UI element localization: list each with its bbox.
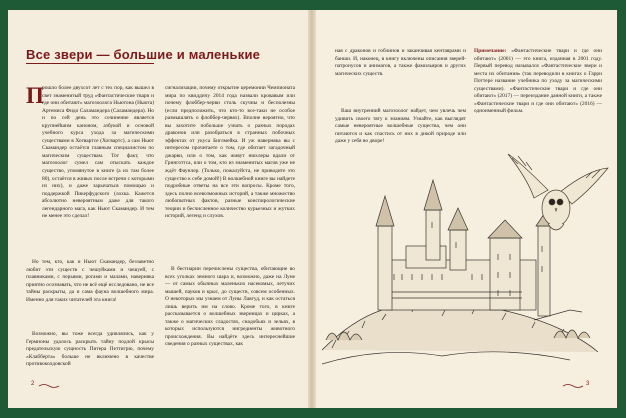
page-ornament-right (562, 383, 584, 389)
page-number-right: 3 (586, 381, 590, 387)
page-number-left: 2 (31, 381, 35, 387)
left-col2-para-1: сигнализации, почему открытие церемонии Чемпионата мира по квиддичу 2014 года назвали кровавым или почему флоббер-черви столь скучны и бесполезны (если предположить, что кто-то все-таки не особое размышлять о флоббер-червях). Вполне вероятно, что вы захотите побольше узнать о разных породах драконов или разобраться в странных побочных эффектах от укуса Биглмейка. И уж наверняка вы с интересом прочитаете о том, где обитает загадочный джарви, или о том, как живут нюхлеры вдали от Гринготтса, или о том, кто из знаменитых магов уже не ждёт Фаунлер. (Только, пожалуйста, не приводите это существо к себе домой!) В волшебной книге вы найдете подробные ответы на все эти вопросы. Кроме того, здесь полно всевозможных историй, а также множество любопытных фактов, разные конспирологические теории и бесчисленное количество курьезных и жутких историй, легенд и слухов. (165, 85, 295, 220)
right-note (474, 48, 602, 116)
note-label: Примечание: (474, 48, 507, 54)
title-underline (26, 63, 154, 64)
left-col1-para-2: Но тем, кто, как и Ньют Скамандер, беззаветно любит эти существ с чешуйками и чешуей, с плавниками, с перьями, рогами и малами, наверняка приятно осознавать, что не всё ещё исследовано, не все тайны раскрыты, да и сама фауна волшебного мира. Именно для таких читателей эта книга! (26, 259, 154, 303)
right-col1-para-2: Ваш внутренний магозоолог найдет, чем увлечь чем удивить своего тягу к знаниям. Узнайте, как выглядят самые невероятные волшебные существа, чем они питаются и как спастись от них в дикой природе или даже у себя во дворе! (335, 108, 466, 145)
left-col1-para-3: Возможно, вы тоже всегда удивлялись, как у Гермионы удалось раскрыть тайну подлой крысы предательскую сущность Питера Петтигрю, почему «Клабберта» больше не включено в качестве противоколдовской (26, 331, 154, 368)
castle-owl-illustration (322, 150, 610, 376)
chapter-title: Все звери — большие и маленькие (26, 47, 261, 62)
page-ornament-left (38, 383, 60, 389)
drop-cap: П (26, 83, 44, 108)
right-col1-para-1: ная с драконов и гоблинов и заканчивая кентаврами и банши. И, наконец, в книгу включены описания зверей-патронусов и анимагов, а также фамильяров и других магических существ. (335, 48, 466, 77)
left-col1-para-1: рошло более двухсот лет с тех пор, как вышел в свет знаменитый труд «Фантастические твари и где они обитают» магозоолога Ньютона (Ньюта) Артемиса Фидо Саламандера (Саламандера). Но и по сей день это сочинение является крупнейшим каноном, азбукой и основой учебного курса ухода за магическими существами в Хогвартсе (Хогвартс), а сам Ньют Скамандер остаётся главным специалистом по магическим существам. Тот факт, что магозоолог сумел сам отыскать каждое существо, упомянутое в книге (а их там более 80), остаётся в живых после встречи с которыми из них), и даже зарычаться помощью и поддержкой Пикерфудского (лохка. Кажется абсолютно невероятным даже для такого легендарного мага, как Ньют Скамандер. И тем не менее это сделал! (42, 85, 154, 220)
note-text: «Фантастические твари и где они обитают» (2001) — это книга, изданная в 2001 году. Первый перевод назывался «Фантастические звери и места их обитания» (так переводили в книгах о Гарри Поттере название учебника по уходу за магическими существами). «Фантастические твари и где они обитают» (2017) — переиздание данной книги, а также «Фантастические твари и где они обитают» (2016) — одноименный фильм. (474, 48, 602, 115)
book-spine (308, 10, 316, 408)
left-col2-para-2: В бестиарии перечислены существа, обитающие во всех уголках земного шара и, возможно, даже на Луне — от самых обычных маленьких насекомых, летучих мышей, пауков и крыс, до существ, совсем особенных. О некоторых мы узнаем от Луны Лавгуд, и как остаться лишь верить им на слово. Кроме того, в книге рассказывается о волшебных зверинцах и цирках, а также о магических сладостях, снадобьях и зельях, в которых используются ингредиенты животного происхождения. Вы найдёте здесь интереснейшие сведения о разных существах, как (165, 266, 295, 348)
